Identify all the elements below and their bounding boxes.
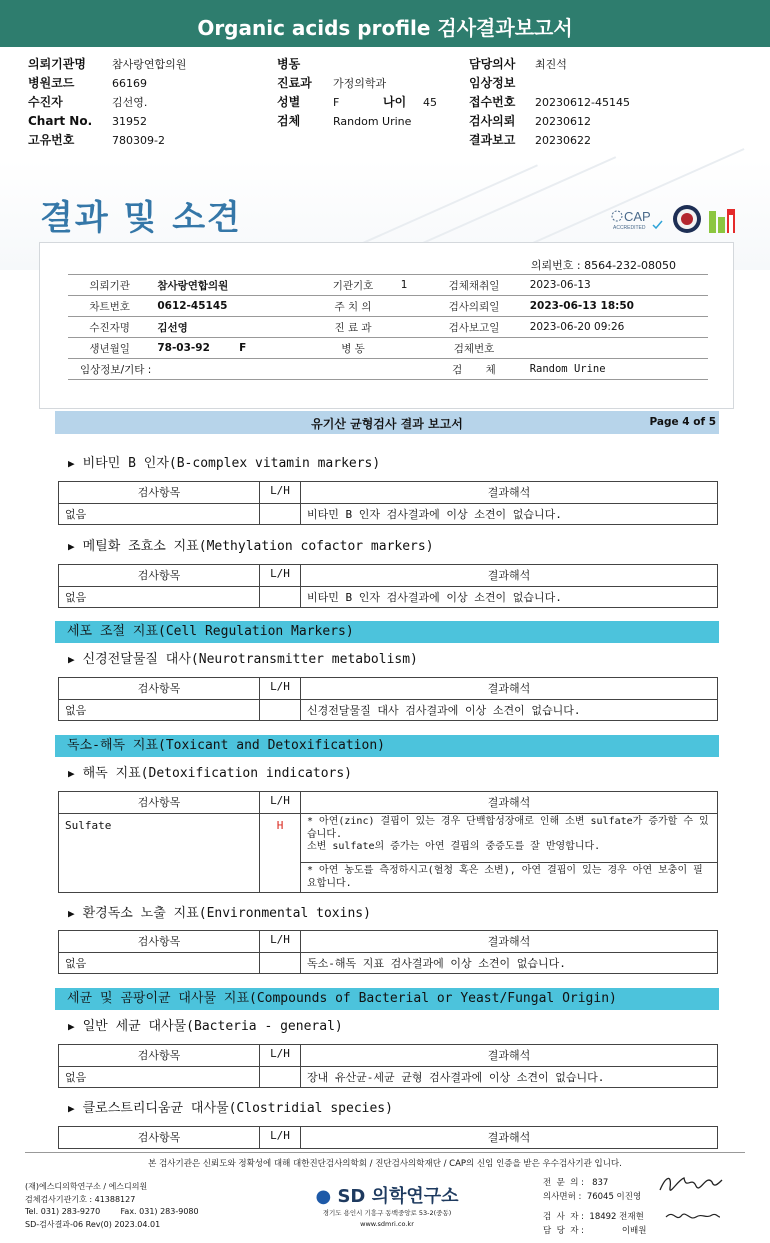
cell: 2023-06-13 18:50 <box>524 296 708 317</box>
cell: 검체번호 <box>424 338 523 359</box>
banner-title: Organic acids profile 검사결과보고서 <box>197 16 573 40</box>
footer-divider <box>25 1152 745 1153</box>
cell: 없음 <box>59 1067 260 1088</box>
cell: 의뢰기관 <box>68 275 151 296</box>
signature-image <box>662 1205 722 1227</box>
cell: 병 동 <box>311 338 394 359</box>
label: 접수번호 <box>469 95 516 109</box>
interpretation-line: * 아연 농도를 측정하시고(혈청 혹은 소변), 아연 결핍이 있는 경우 아연 보충이 필요합니다. <box>301 863 718 893</box>
cell: 생년월일 <box>68 338 151 359</box>
subsection-title: 메틸화 조효소 지표(Methylation cofactor markers) <box>82 539 434 554</box>
cell: 2023-06-13 <box>524 275 708 296</box>
interpretation-line: * 아연(zinc) 결핍이 있는 경우 단백합성장애로 인해 소변 sulfate가 증가할 수 있습니다. <box>307 816 709 840</box>
cell: 검사의뢰일 <box>424 296 523 317</box>
cell: 없음 <box>59 587 260 608</box>
info-row <box>68 338 708 359</box>
cell: 0612-45145 <box>151 296 311 317</box>
subsection-title: 비타민 B 인자(B-complex vitamin markers) <box>82 456 381 471</box>
cell: 없음 <box>59 700 260 721</box>
cell: 검체채취일 <box>424 275 523 296</box>
cap-sub-text: ACCREDITED <box>613 225 646 231</box>
info-row <box>68 296 708 317</box>
label: 수진자 <box>28 95 63 109</box>
subsection-title: 클로스트리디움균 대사물(Clostridial species) <box>82 1101 393 1116</box>
label: 진료과 <box>277 76 312 90</box>
result-table-vitamin-b <box>58 481 718 525</box>
table-row <box>59 953 718 974</box>
value: Random Urine <box>333 115 412 128</box>
cell: 비타민 B 인자 검사결과에 이상 소견이 없습니다. <box>301 504 718 525</box>
label: 결과보고 <box>469 133 516 147</box>
patient-info-box <box>39 242 734 409</box>
signature-image <box>656 1170 724 1200</box>
sd-logo-text: SD 의학연구소 <box>337 1186 459 1207</box>
form-number: SD-검사결과-06 Rev(0) 2023.04.01 <box>25 1219 161 1229</box>
result-table-clostridial <box>58 1126 718 1149</box>
clinical-info-label: 임상정보/기타 : <box>68 359 424 380</box>
cell: 독소-해독 지표 검사결과에 이상 소견이 없습니다. <box>301 953 718 974</box>
report-title-bar <box>55 411 719 434</box>
label: 의뢰기관명 <box>28 57 86 71</box>
org-name: (재)에스디의학연구소 / 에스디의원 <box>25 1182 148 1191</box>
lmi-logo-icon <box>709 211 716 233</box>
age-value: 45 <box>423 96 437 109</box>
value: 최진석 <box>535 58 567 71</box>
value: 참사랑연합의원 <box>112 58 187 71</box>
value: 가정의학과 <box>333 77 387 90</box>
cell <box>260 953 301 974</box>
cell: 주 치 의 <box>311 296 394 317</box>
header-col2 <box>277 55 437 131</box>
result-table-bacteria-general <box>58 1044 718 1088</box>
label: 검사의뢰 <box>469 114 516 128</box>
header-cell: 검사항목 <box>59 565 260 587</box>
table-row <box>59 587 718 608</box>
header-cell: 결과해석 <box>301 1127 718 1149</box>
cell <box>395 317 425 338</box>
value: 20230612 <box>535 115 591 128</box>
header-col3 <box>469 55 630 150</box>
section-cell-regulation: 세포 조절 지표(Cell Regulation Markers) <box>55 621 719 643</box>
address: 경기도 용인시 기흥구 동백중앙로 53-2(중동) <box>322 1209 452 1217</box>
cell: 비타민 B 인자 검사결과에 이상 소견이 없습니다. <box>301 587 718 608</box>
org-code: 검체검사기관기호 : 41388127 <box>25 1194 136 1204</box>
cell: 차트번호 <box>68 296 151 317</box>
header-cell: L/H <box>260 1045 301 1067</box>
label: 병동 <box>277 57 301 71</box>
cell: 김선영 <box>151 317 311 338</box>
label: 병원코드 <box>28 76 75 90</box>
header-cell: 검사항목 <box>59 678 260 700</box>
subsection-title: 신경전달물질 대사(Neurotransmitter metabolism) <box>82 652 418 667</box>
page-indicator: Page 4 of 5 <box>649 416 716 428</box>
subsection-title: 일반 세균 대사물(Bacteria - general) <box>82 1019 343 1034</box>
subsection-title: 환경독소 노출 지표(Environmental toxins) <box>82 906 371 921</box>
cell <box>260 587 301 608</box>
cell: 2023-06-20 09:26 <box>524 317 708 338</box>
signatory: 검 사 자 : 18492 전재현 <box>543 1212 644 1222</box>
subsection-methylation: ▶ 메틸화 조효소 지표(Methylation cofactor markers) <box>68 539 434 554</box>
result-table-neurotransmitter <box>58 677 718 721</box>
info-row <box>68 317 708 338</box>
header-cell: 결과해석 <box>301 565 718 587</box>
value: 20230612-45145 <box>535 96 630 109</box>
value: F <box>333 96 340 109</box>
header-cell: L/H <box>260 931 301 953</box>
cell: 신경전달물질 대사 검사결과에 이상 소견이 없습니다. <box>301 700 718 721</box>
cell: 참사랑연합의원 <box>151 275 311 296</box>
result-table-environmental <box>58 930 718 974</box>
cell: 검사보고일 <box>424 317 523 338</box>
high-flag: H <box>260 814 301 893</box>
header-cell: 검사항목 <box>59 1127 260 1149</box>
cell <box>524 338 708 359</box>
accreditation-logos <box>609 201 737 237</box>
specimen-label: 검 체 <box>424 359 523 380</box>
result-table-methylation <box>58 564 718 608</box>
value: 66169 <box>112 77 147 90</box>
section-toxicant: 독소-해독 지표(Toxicant and Detoxification) <box>55 735 719 757</box>
subsection-bacteria-general: ▶ 일반 세균 대사물(Bacteria - general) <box>68 1019 343 1034</box>
request-number: 의뢰번호 : 8564-232-08050 <box>530 259 676 272</box>
section-bacterial: 세균 및 곰팡이균 대사물 지표(Compounds of Bacterial or Yeast/Fungal Origin) <box>55 988 719 1010</box>
patient-info-table <box>68 274 708 380</box>
label: 고유번호 <box>28 133 75 147</box>
signatory: 의사면허 : 76045 이진영 <box>543 1192 642 1202</box>
cell: 진 료 과 <box>311 317 394 338</box>
header-cell: L/H <box>260 1127 301 1149</box>
cell: 장내 유산균-세균 균형 검사결과에 이상 소견이 없습니다. <box>301 1067 718 1088</box>
header-cell: 검사항목 <box>59 792 260 814</box>
value: 31952 <box>112 115 147 128</box>
label: 검체 <box>277 114 301 128</box>
report-banner <box>0 0 770 47</box>
footer-org-info <box>25 1181 199 1231</box>
cell: 없음 <box>59 504 260 525</box>
header-cell: 결과해석 <box>301 931 718 953</box>
header-cell: 검사항목 <box>59 931 260 953</box>
result-table-detoxification <box>58 791 718 893</box>
subsection-title: 해독 지표(Detoxification indicators) <box>82 766 353 781</box>
cell: Sulfate <box>59 814 260 893</box>
header-col1 <box>28 55 186 150</box>
header-cell: L/H <box>260 792 301 814</box>
signatory: 담 당 자 : 이배원 <box>543 1226 647 1236</box>
header-cell: 결과해석 <box>301 1045 718 1067</box>
subsection-clostridial: ▶ 클로스트리디움균 대사물(Clostridial species) <box>68 1101 393 1116</box>
cap-text: CAP <box>624 209 651 224</box>
results-title: 결과 및 소견 <box>40 198 242 238</box>
cell <box>260 504 301 525</box>
value: 김선영. <box>112 96 148 109</box>
subsection-vitamin-b: ▶ 비타민 B 인자(B-complex vitamin markers) <box>68 456 381 471</box>
interpretation-line: 소변 sulfate의 증가는 아연 결핍의 중증도를 잘 반영합니다. <box>307 841 601 852</box>
report-title: 유기산 균형검사 결과 보고서 <box>311 417 463 431</box>
label: 성별 <box>277 95 301 109</box>
subsection-environmental: ▶ 환경독소 노출 지표(Environmental toxins) <box>68 906 371 921</box>
header-cell: 검사항목 <box>59 1045 260 1067</box>
cap-logo-icon <box>609 201 737 237</box>
cell <box>260 1067 301 1088</box>
info-row <box>68 275 708 296</box>
cell: 1 <box>395 275 425 296</box>
accreditation-note: 본 검사기관은 신뢰도와 정확성에 대해 대한진단검사의학회 / 진단검사의학재단 / CAP의 신임 인증을 받은 우수검사기관 입니다. <box>148 1159 622 1169</box>
value: 780309-2 <box>112 134 165 147</box>
cell <box>395 338 425 359</box>
header-cell: 결과해석 <box>301 678 718 700</box>
header-cell: 검사항목 <box>59 482 260 504</box>
website: www.sdmri.co.kr <box>360 1220 414 1228</box>
table-row <box>59 814 718 863</box>
cell: 없음 <box>59 953 260 974</box>
cell <box>260 700 301 721</box>
table-row <box>59 504 718 525</box>
subsection-detoxification: ▶ 해독 지표(Detoxification indicators) <box>68 766 353 781</box>
header-cell: L/H <box>260 482 301 504</box>
label: Chart No. <box>28 114 93 128</box>
signatory: 전 문 의 : 837 <box>543 1178 609 1188</box>
header-cell: 결과해석 <box>301 792 718 814</box>
cell: 기관기호 <box>311 275 394 296</box>
sd-logo <box>312 1182 462 1208</box>
cell <box>395 296 425 317</box>
org-phone: Tel. 031) 283-9270 Fax. 031) 283-9080 <box>25 1207 199 1216</box>
table-row <box>59 1067 718 1088</box>
cell: 수진자명 <box>68 317 151 338</box>
subsection-neurotransmitter: ▶ 신경전달물질 대사(Neurotransmitter metabolism) <box>68 652 418 667</box>
age-label: 나이 <box>383 95 407 109</box>
cell: 78-03-92 F <box>151 338 311 359</box>
label: 담당의사 <box>469 57 516 71</box>
header-cell: L/H <box>260 678 301 700</box>
header-cell: 결과해석 <box>301 482 718 504</box>
footer-logo-block <box>312 1182 462 1230</box>
label: 임상정보 <box>469 76 516 90</box>
info-row <box>68 359 708 380</box>
value: 20230622 <box>535 134 591 147</box>
table-row <box>59 700 718 721</box>
header-cell: L/H <box>260 565 301 587</box>
specimen-value: Random Urine <box>524 359 708 380</box>
footer-signatories <box>543 1176 646 1238</box>
sd-logo-icon: ● <box>315 1186 332 1207</box>
